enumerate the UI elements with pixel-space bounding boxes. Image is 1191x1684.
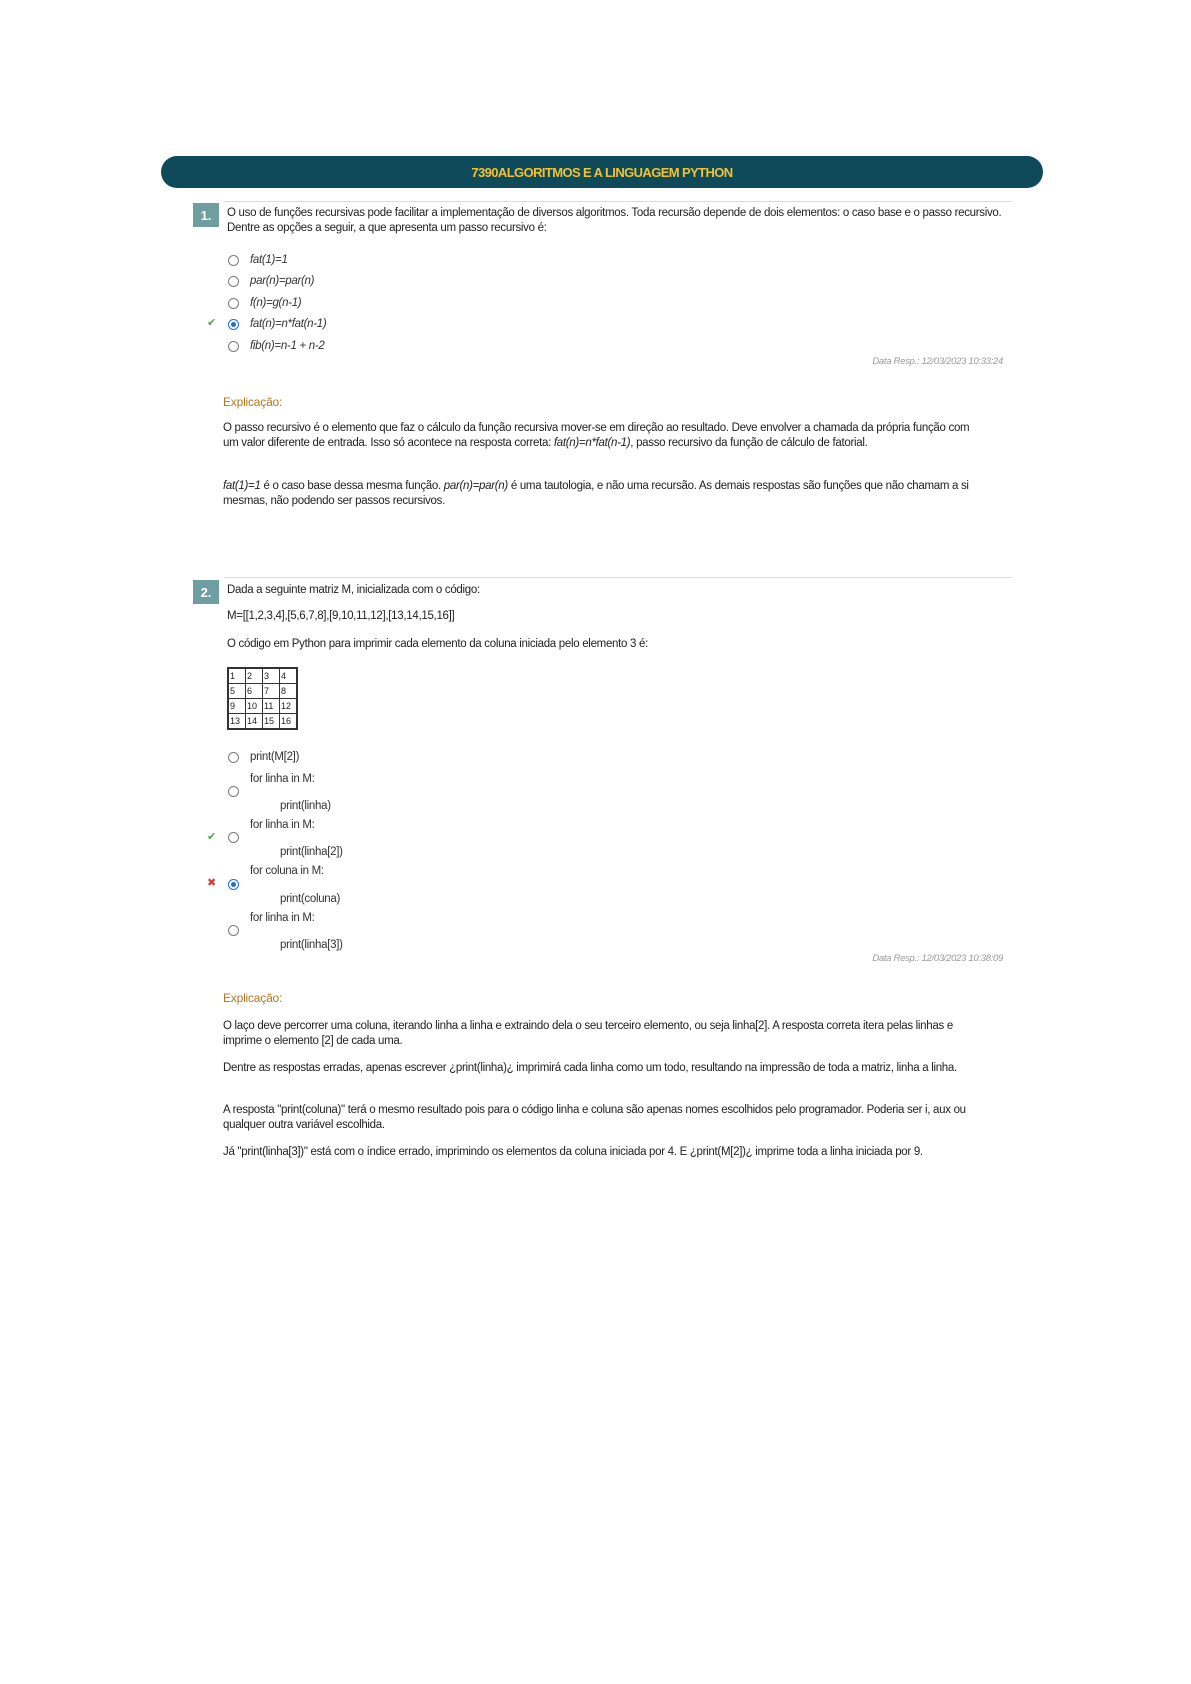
option-code-line: print(coluna) [280,893,341,905]
option-radio[interactable] [228,752,239,763]
option-code-line: for linha in M: [250,912,315,924]
option-code-line: print(linha[3]) [280,939,343,951]
response-date: Data Resp.: 12/03/2023 10:33:24 [872,356,1003,367]
explanation-paragraph: O passo recursivo é o elemento que faz o cálculo da função recursiva mover-se em direção ao resultado. Deve envolver a chamada da própria função com um valor diferente de entrada. Isso só acontece na resposta correta: fat(n)=n*fat(n-1), passo recursivo da função de cálculo de fatorial. [223,422,970,449]
explanation-paragraph: Dentre as respostas erradas, apenas escrever ¿print(linha)¿ imprimirá cada linha como um todo, resultando na impressão de toda a matriz, linha a linha. [223,1062,957,1074]
explanation-paragraph: Já "print(linha[3])" está com o índice errado, imprimindo os elementos da coluna iniciada por 4. E ¿print(M[2])¿ imprime toda a linha iniciada por 9. [223,1146,923,1158]
option-radio[interactable] [228,341,239,352]
matrix-row [228,684,297,699]
course-title-bar [161,156,1043,188]
matrix-cell: 3 [263,668,280,684]
check-icon: ✔ [207,831,217,843]
check-icon: ✔ [207,317,217,329]
matrix-cell: 11 [263,699,280,714]
question-number-badge: 2. [193,580,219,604]
option-radio[interactable] [228,786,239,797]
explanation-paragraph: A resposta "print(coluna)" terá o mesmo resultado pois para o código linha e coluna são apenas nomes escolhidos pelo programador. Poderia ser i, aux ou qualquer outra variável escolhida. [223,1104,966,1131]
question-statement: O uso de funções recursivas pode facilitar a implementação de diversos algoritmos. Toda recursão depende de dois elementos: o caso base e o passo recursivo. Dentre as opções a seguir, a que apresenta um passo recursivo é: [227,207,1002,234]
matrix-code: M=[[1,2,3,4],[5,6,7,8],[9,10,11,12],[13,14,15,16]] [227,610,455,622]
course-title: 7390ALGORITMOS E A LINGUAGEM PYTHON [471,164,733,180]
option-radio[interactable] [228,925,239,936]
matrix-cell: 12 [280,699,298,714]
option-label: par(n)=par(n) [250,275,315,287]
matrix-row [228,668,297,684]
explanation-title: Explicação: [223,991,283,1005]
question-number-badge: 1. [193,203,219,227]
matrix-cell: 9 [228,699,246,714]
matrix-cell: 4 [280,668,298,684]
matrix-cell: 1 [228,668,246,684]
option-radio-selected[interactable] [228,879,239,890]
explanation-paragraph: fat(1)=1 é o caso base dessa mesma função. par(n)=par(n) é uma tautologia, e não uma recursão. As demais respostas são funções que não chamam a si mesmas, não podendo ser passos recursivos. [223,480,969,507]
option-code-line: for linha in M: [250,773,315,785]
explanation-title: Explicação: [223,395,283,409]
matrix-cell: 10 [246,699,263,714]
option-radio[interactable] [228,832,239,843]
explanation-paragraph: O laço deve percorrer uma coluna, iterando linha a linha e extraindo dela o seu terceiro elemento, ou seja linha[2]. A resposta correta itera pelas linhas e imprime o elemento [2] de cada uma. [223,1020,953,1047]
matrix-row [228,714,297,730]
matrix-cell: 2 [246,668,263,684]
question-prompt: O código em Python para imprimir cada elemento da coluna iniciada pelo elemento 3 é: [227,638,648,650]
question-separator [224,577,1012,578]
matrix-cell: 5 [228,684,246,699]
cross-icon: ✖ [207,877,217,889]
option-label: fat(1)=1 [250,254,288,266]
matrix-cell: 16 [280,714,298,730]
option-code-line: for linha in M: [250,819,315,831]
option-label: fat(n)=n*fat(n-1) [250,318,327,330]
matrix-cell: 6 [246,684,263,699]
option-code-line: print(linha[2]) [280,846,343,858]
option-radio[interactable] [228,276,239,287]
matrix-cell: 8 [280,684,298,699]
option-label: fib(n)=n-1 + n-2 [250,340,325,352]
option-radio[interactable] [228,255,239,266]
question-separator [224,201,1012,202]
matrix-cell: 13 [228,714,246,730]
option-code-line: for coluna in M: [250,865,324,877]
option-label: f(n)=g(n-1) [250,297,302,309]
option-radio[interactable] [228,298,239,309]
option-radio-selected[interactable] [228,319,239,330]
matrix-cell: 14 [246,714,263,730]
option-code-line: print(linha) [280,800,331,812]
question-statement: Dada a seguinte matriz M, inicializada com o código: [227,584,480,596]
matrix-row [228,699,297,714]
matrix-cell: 7 [263,684,280,699]
option-label: print(M[2]) [250,751,300,763]
response-date: Data Resp.: 12/03/2023 10:38:09 [872,953,1003,964]
matrix-table [227,667,298,730]
matrix-cell: 15 [263,714,280,730]
